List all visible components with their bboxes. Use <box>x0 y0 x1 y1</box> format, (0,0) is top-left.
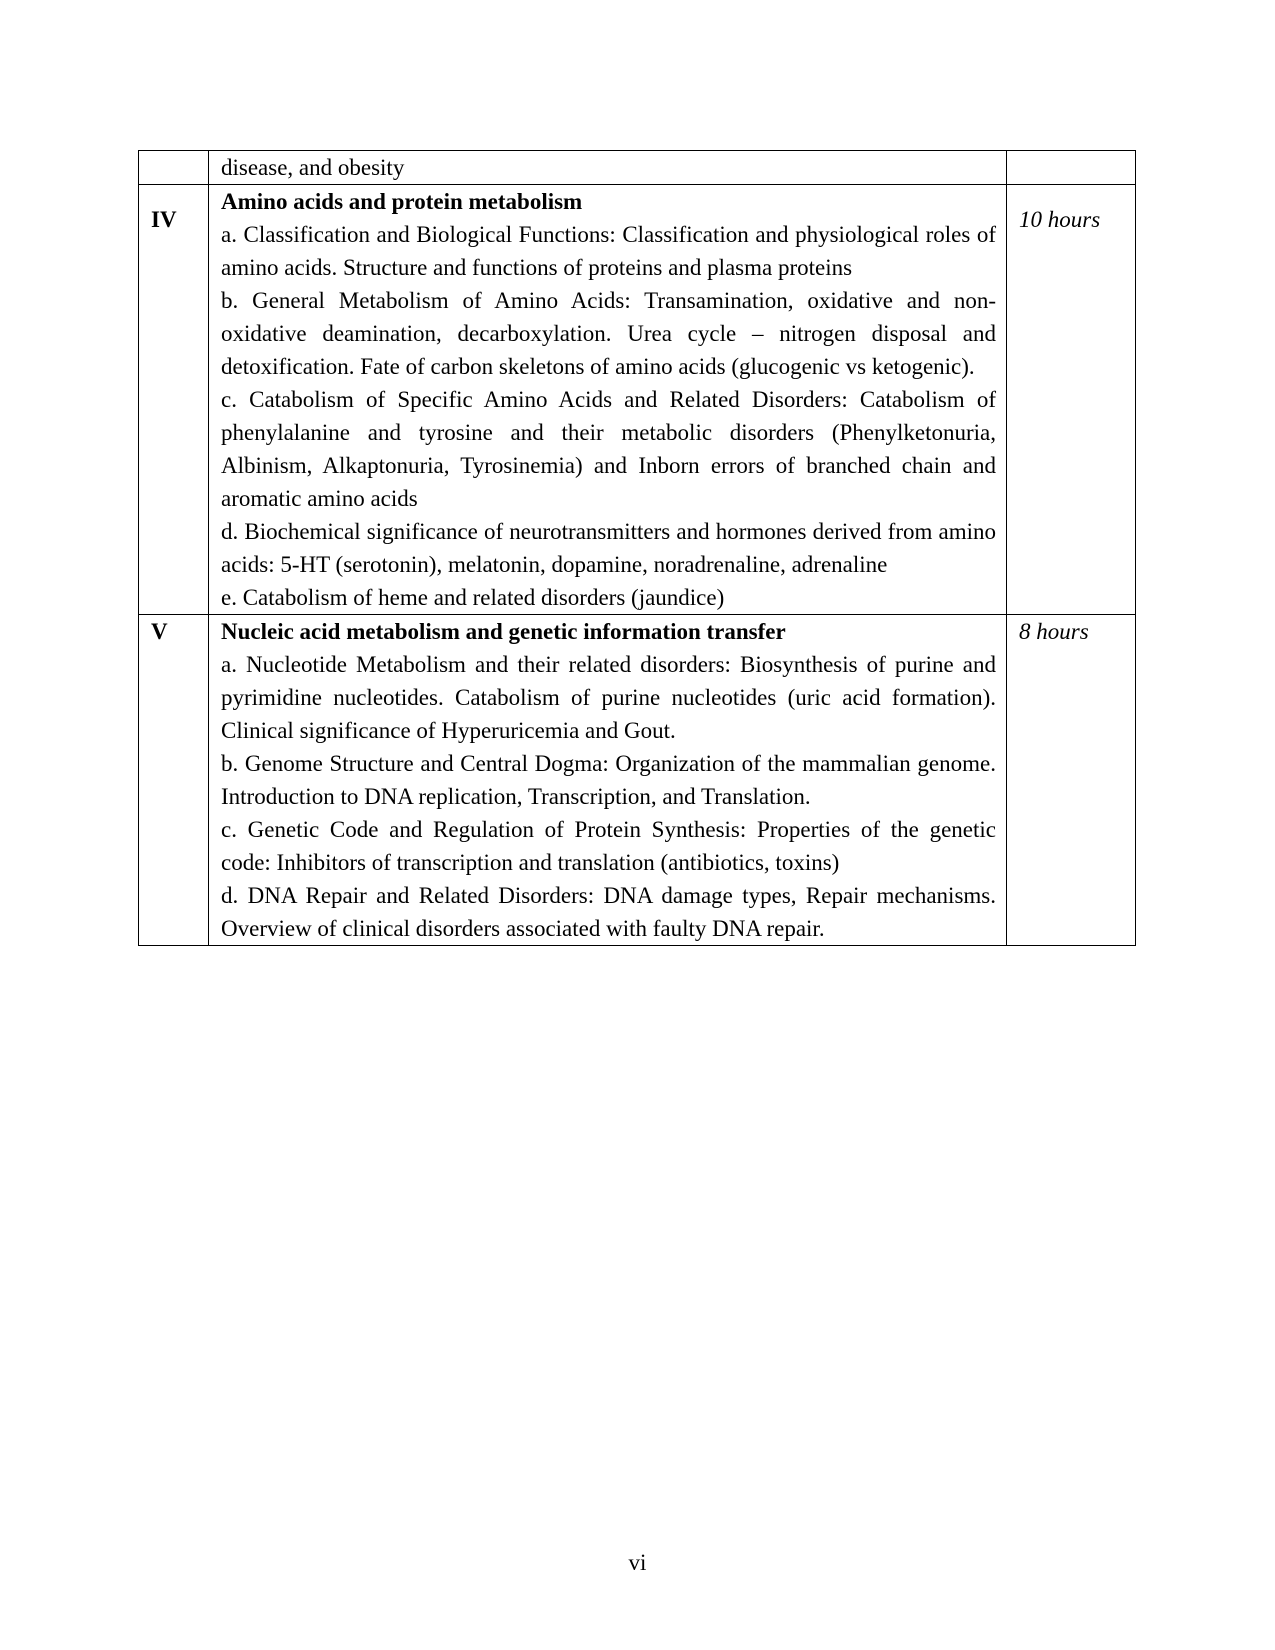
table-row-unit-v <box>139 615 1136 946</box>
hours-cell-empty <box>1007 151 1136 185</box>
syllabus-table <box>138 150 1136 946</box>
unit-number-v: V <box>139 615 209 946</box>
unit-iv-item-b: b. General Metabolism of Amino Acids: Transamination, oxidative and non-oxidative deamination, decarboxylation. Urea cycle – nitrogen disposal and detoxification. Fate of carbon skeletons of amino acids (glucogenic vs ketogenic). <box>221 288 996 379</box>
continuation-line: disease, and obesity <box>221 155 405 180</box>
continuation-text <box>209 151 1007 185</box>
unit-iv-item-a: a. Classification and Biological Functions: Classification and physiological roles of amino acids. Structure and functions of proteins and plasma proteins <box>221 222 996 280</box>
unit-v-item-b: b. Genome Structure and Central Dogma: Organization of the mammalian genome. Introduction to DNA replication, Transcription, and Translation. <box>221 751 996 809</box>
unit-v-item-d: d. DNA Repair and Related Disorders: DNA damage types, Repair mechanisms. Overview of clinical disorders associated with faulty DNA repair. <box>221 883 996 941</box>
unit-iv-title: Amino acids and protein metabolism <box>221 189 583 214</box>
unit-cell-empty <box>139 151 209 185</box>
unit-iv-item-c: c. Catabolism of Specific Amino Acids and Related Disorders: Catabolism of phenylalanine and tyrosine and their metabolic disorders (Phenylketonuria, Albinism, Alkaptonuria, Tyrosinemia) and Inborn errors of branched chain and aromatic amino acids <box>221 387 996 511</box>
unit-number-iv: IV <box>139 185 209 615</box>
unit-v-title: Nucleic acid metabolism and genetic information transfer <box>221 619 786 644</box>
unit-iv-content <box>209 185 1007 615</box>
unit-iv-item-d: d. Biochemical significance of neurotransmitters and hormones derived from amino acids: 5-HT (serotonin), melatonin, dopamine, noradrenaline, adrenaline <box>221 519 996 577</box>
unit-v-content <box>209 615 1007 946</box>
table-row-unit-iv <box>139 185 1136 615</box>
unit-v-item-c: c. Genetic Code and Regulation of Protein Synthesis: Properties of the genetic code: Inhibitors of transcription and translation (antibiotics, toxins) <box>221 817 996 875</box>
unit-v-hours: 8 hours <box>1007 615 1136 946</box>
unit-iv-item-e: e. Catabolism of heme and related disorders (jaundice) <box>221 585 725 610</box>
unit-iv-hours: 10 hours <box>1007 185 1136 615</box>
table-row-continuation <box>139 151 1136 185</box>
page-number: vi <box>628 1550 647 1575</box>
unit-v-item-a: a. Nucleotide Metabolism and their related disorders: Biosynthesis of purine and pyrimidine nucleotides. Catabolism of purine nucleotides (uric acid formation). Clinical significance of Hyperuricemia and Gout. <box>221 652 996 743</box>
